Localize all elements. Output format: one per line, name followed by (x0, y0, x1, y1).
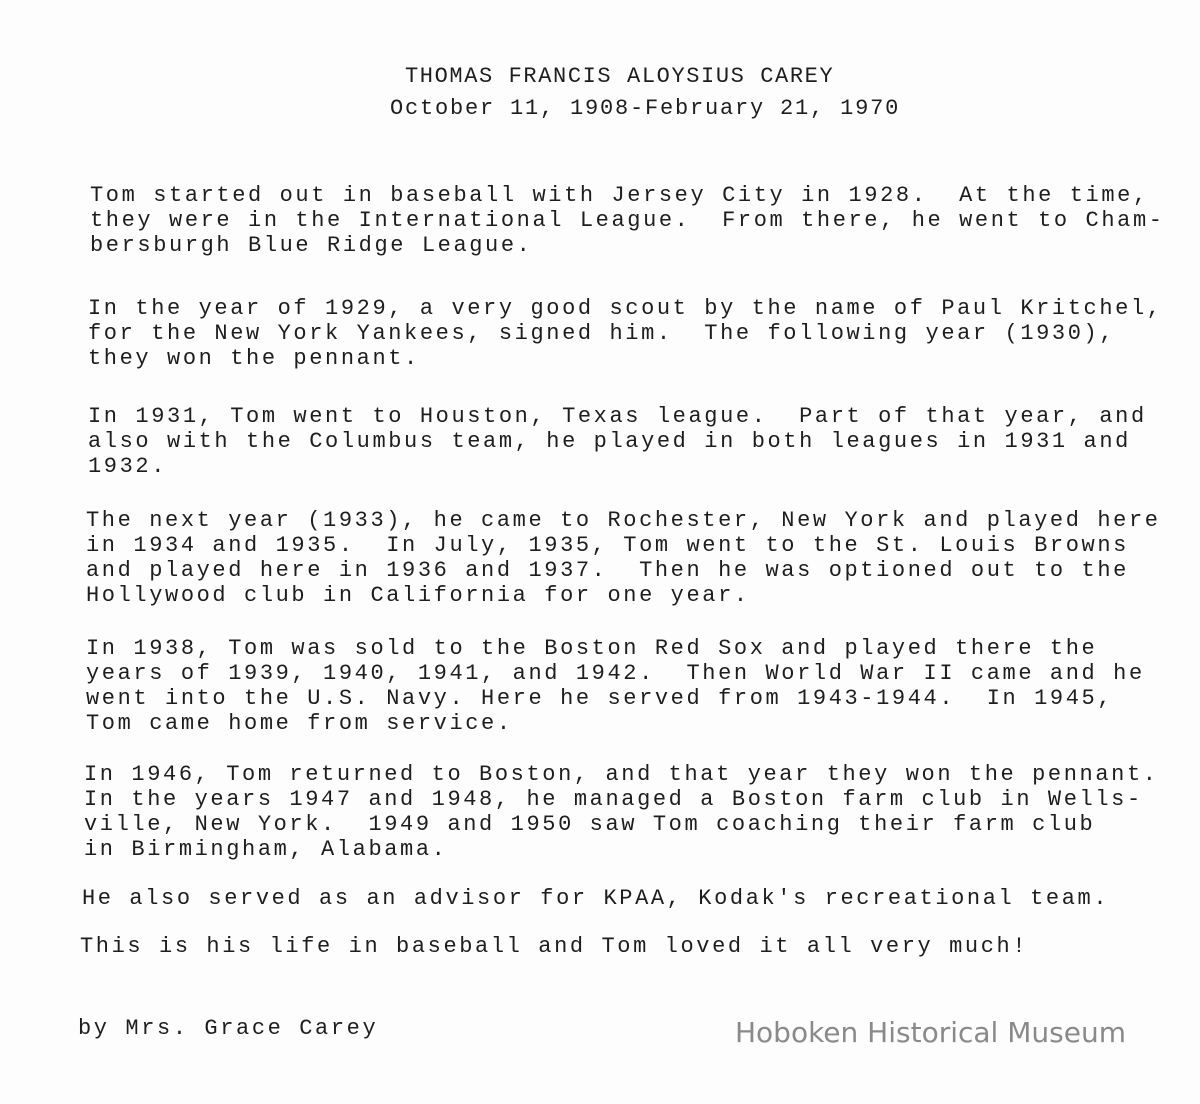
paragraph (86, 508, 1186, 608)
text-line: This is his life in baseball and Tom loved it all very much! (80, 934, 1029, 959)
paragraph (82, 886, 1182, 911)
text-line: Tom started out in baseball with Jersey City in 1928. At the time, (90, 183, 1149, 208)
text-line: in Birmingham, Alabama. (84, 837, 448, 862)
text-line: He also served as an advisor for KPAA, Kodak's recreational team. (82, 886, 1110, 911)
watermark: Hoboken Historical Museum (735, 1016, 1126, 1049)
text-line: In 1931, Tom went to Houston, Texas league. Part of that year, and (88, 404, 1147, 429)
text-line: they won the pennant. (88, 346, 420, 371)
text-line: In the year of 1929, a very good scout by the name of Paul Kritchel, (88, 296, 1163, 321)
text-line: In 1946, Tom returned to Boston, and that year they won the pennant. (84, 762, 1159, 787)
text-line: ville, New York. 1949 and 1950 saw Tom coaching their farm club (84, 812, 1096, 837)
text-line: In the years 1947 and 1948, he managed a Boston farm club in Wells- (84, 787, 1143, 812)
signature-line: by Mrs. Grace Carey (78, 1016, 379, 1041)
paragraph (80, 934, 1180, 959)
text-line: bersburgh Blue Ridge League. (90, 233, 533, 258)
text-line: Tom came home from service. (86, 711, 513, 736)
paragraph (90, 183, 1190, 258)
text-line: also with the Columbus team, he played in both leagues in 1931 and (88, 429, 1131, 454)
paragraph (84, 762, 1184, 862)
paragraph (88, 296, 1188, 371)
text-line: years of 1939, 1940, 1941, and 1942. Then World War II came and he (86, 661, 1145, 686)
text-line: went into the U.S. Navy. Here he served from 1943-1944. In 1945, (86, 686, 1114, 711)
text-line: in 1934 and 1935. In July, 1935, Tom went to the St. Louis Browns (86, 533, 1129, 558)
paragraph (86, 636, 1186, 736)
text-line: and played here in 1936 and 1937. Then he was optioned out to the (86, 558, 1129, 583)
paragraph (88, 404, 1188, 479)
life-dates: October 11, 1908-February 21, 1970 (390, 96, 901, 121)
text-line: for the New York Yankees, signed him. The following year (1930), (88, 321, 1116, 346)
text-line: 1932. (88, 454, 168, 479)
text-line: Hollywood club in California for one year. (86, 583, 750, 608)
document-title: THOMAS FRANCIS ALOYSIUS CAREY (405, 64, 835, 89)
text-line: they were in the International League. From there, he went to Cham- (90, 208, 1165, 233)
text-line: In 1938, Tom was sold to the Boston Red Sox and played there the (86, 636, 1098, 661)
text-line: The next year (1933), he came to Rochester, New York and played here (86, 508, 1161, 533)
